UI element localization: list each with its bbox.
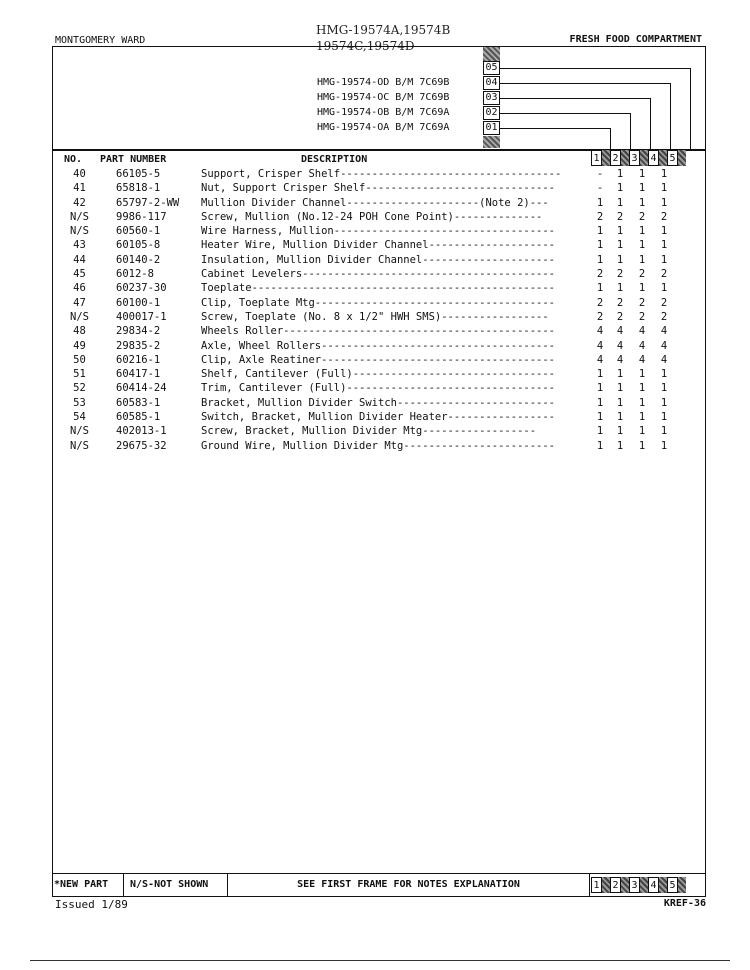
row-description: Support, Crisper Shelf----------------------------------- xyxy=(201,168,562,180)
row-qty: 2 xyxy=(616,268,624,281)
qty-col-shade xyxy=(678,877,686,893)
row-no: N/S xyxy=(70,310,89,323)
row-qty: 1 xyxy=(596,368,604,381)
row-description: Bracket, Mullion Divider Switch------------------------- xyxy=(201,396,556,409)
row-qty: 1 xyxy=(596,282,604,295)
row-qty: 4 xyxy=(596,339,604,352)
qty-col-shade xyxy=(602,150,610,166)
row-description: Axle, Wheel Rollers------------------------------------- xyxy=(201,339,556,352)
leader-line xyxy=(500,68,690,69)
row-part-number: 60237-30 xyxy=(116,282,167,295)
row-no: N/S xyxy=(70,425,89,438)
row-qty: 2 xyxy=(660,268,668,281)
row-qty: 1 xyxy=(616,411,624,424)
row-description: Screw, Mullion (No.12-24 POH Cone Point)-------------- xyxy=(201,210,543,223)
variant-code: 04 xyxy=(483,76,500,90)
row-description: Wire Harness, Mullion----------------------------------- xyxy=(201,225,556,238)
footer-bar xyxy=(52,873,706,897)
row-description: Switch, Bracket, Mullion Divider Heater----------------- xyxy=(201,411,556,424)
row-part-number: 29834-2 xyxy=(116,325,161,338)
qty-col-header: 4 xyxy=(648,150,659,166)
issued-date: Issued 1/89 xyxy=(55,898,128,911)
row-qty: 2 xyxy=(616,310,624,323)
row-description: Nut, Support Crisper Shelf------------------------------ xyxy=(201,182,556,195)
row-qty: 1 xyxy=(616,182,624,195)
row-no: N/S xyxy=(70,210,89,223)
row-qty: 1 xyxy=(638,239,646,252)
row-qty: - xyxy=(596,168,604,180)
row-no: N/S xyxy=(70,439,89,452)
row-description: Screw, Toeplate (No. 8 x 1/2" HWH SMS)----------------- xyxy=(201,310,549,323)
variant-label: HMG-19574-OC B/M 7C69B xyxy=(317,92,450,103)
row-qty: 1 xyxy=(660,168,668,180)
row-qty: 1 xyxy=(638,282,646,295)
row-description: Toeplate------------------------------------------------ xyxy=(201,282,556,295)
row-qty: 2 xyxy=(638,268,646,281)
qty-col-shade xyxy=(602,877,610,893)
row-qty: 1 xyxy=(616,168,624,180)
row-description: Ground Wire, Mullion Divider Mtg------------------------ xyxy=(201,439,556,452)
qty-col-shade xyxy=(640,150,648,166)
table-row xyxy=(52,239,706,253)
row-no: 54 xyxy=(73,411,86,424)
row-qty: 1 xyxy=(638,196,646,209)
row-description: Trim, Cantilever (Full)--------------------------------- xyxy=(201,382,556,395)
qty-col-shade xyxy=(659,150,667,166)
qty-col-header: 3 xyxy=(629,877,640,893)
footer-notes: SEE FIRST FRAME FOR NOTES EXPLANATION xyxy=(228,874,590,897)
variant-bottom-shade xyxy=(483,136,500,148)
row-qty: 1 xyxy=(616,239,624,252)
row-qty: 2 xyxy=(596,268,604,281)
row-qty: 2 xyxy=(660,210,668,223)
parts-table xyxy=(52,168,706,454)
row-part-number: 29835-2 xyxy=(116,339,161,352)
qty-col-header: 2 xyxy=(610,150,621,166)
row-description: Clip, Axle Reatiner------------------------------------- xyxy=(201,353,556,366)
row-part-number: 60140-2 xyxy=(116,253,161,266)
row-qty: 1 xyxy=(616,225,624,238)
leader-line xyxy=(690,68,691,150)
row-qty: 1 xyxy=(660,253,668,266)
row-qty: 2 xyxy=(638,296,646,309)
variant-code: 03 xyxy=(483,91,500,105)
table-row xyxy=(52,382,706,396)
row-qty: 1 xyxy=(660,382,668,395)
row-part-number: 60105-8 xyxy=(116,239,161,252)
row-no: N/S xyxy=(70,225,89,238)
row-qty: 2 xyxy=(638,310,646,323)
row-no: 50 xyxy=(73,353,86,366)
row-qty: 1 xyxy=(638,368,646,381)
qty-col-header: 5 xyxy=(667,150,678,166)
row-qty: 1 xyxy=(596,396,604,409)
variant-top-code: 05 xyxy=(483,61,500,75)
table-row xyxy=(52,397,706,411)
row-qty: 1 xyxy=(616,282,624,295)
row-no: 47 xyxy=(73,296,86,309)
table-row xyxy=(52,282,706,296)
row-no: 45 xyxy=(73,268,86,281)
row-part-number: 60585-1 xyxy=(116,411,161,424)
table-row xyxy=(52,325,706,339)
row-part-number: 65818-1 xyxy=(116,182,161,195)
row-no: 52 xyxy=(73,382,86,395)
column-header-part-number: PART NUMBER xyxy=(100,154,167,165)
row-qty: 2 xyxy=(638,210,646,223)
row-no: 49 xyxy=(73,339,86,352)
footer-qty-columns xyxy=(591,877,705,894)
row-qty: 4 xyxy=(596,325,604,338)
row-qty: 1 xyxy=(596,253,604,266)
row-qty: 1 xyxy=(660,411,668,424)
leader-line xyxy=(500,113,630,114)
leader-line xyxy=(630,113,631,150)
footer-new-part: *NEW PART xyxy=(52,874,124,897)
row-qty: - xyxy=(596,182,604,195)
row-part-number: 402013-1 xyxy=(116,425,167,438)
table-row xyxy=(52,440,706,454)
row-qty: 1 xyxy=(660,425,668,438)
brand-label: MONTGOMERY WARD xyxy=(55,35,146,46)
table-row xyxy=(52,254,706,268)
table-row xyxy=(52,297,706,311)
row-qty: 1 xyxy=(616,425,624,438)
row-qty: 1 xyxy=(638,382,646,395)
row-description: Insulation, Mullion Divider Channel--------------------- xyxy=(201,253,556,266)
row-qty: 1 xyxy=(596,425,604,438)
qty-col-header: 1 xyxy=(591,150,602,166)
row-part-number: 60100-1 xyxy=(116,296,161,309)
row-description: Cabinet Levelers---------------------------------------- xyxy=(201,268,556,281)
variant-top-shade xyxy=(483,47,500,61)
qty-col-shade xyxy=(659,877,667,893)
row-description: Wheels Roller------------------------------------------- xyxy=(201,325,556,338)
row-qty: 1 xyxy=(616,396,624,409)
row-qty: 4 xyxy=(596,353,604,366)
table-row xyxy=(52,225,706,239)
row-description: Screw, Bracket, Mullion Divider Mtg------------------ xyxy=(201,425,537,438)
row-qty: 4 xyxy=(660,325,668,338)
table-row xyxy=(52,168,706,182)
row-qty: 1 xyxy=(638,253,646,266)
variant-label: HMG-19574-OB B/M 7C69A xyxy=(317,107,450,118)
leader-line xyxy=(500,98,650,99)
row-no: 44 xyxy=(73,253,86,266)
row-qty: 1 xyxy=(616,253,624,266)
table-row xyxy=(52,311,706,325)
row-no: 53 xyxy=(73,396,86,409)
compartment-title: FRESH FOOD COMPARTMENT xyxy=(569,34,702,45)
row-description: Shelf, Cantilever (Full)-------------------------------- xyxy=(201,368,556,381)
row-qty: 2 xyxy=(596,210,604,223)
leader-line xyxy=(500,128,610,129)
row-qty: 1 xyxy=(638,182,646,195)
qty-col-header: 4 xyxy=(648,877,659,893)
row-part-number: 60560-1 xyxy=(116,225,161,238)
row-qty: 1 xyxy=(660,368,668,381)
column-header-no: NO. xyxy=(64,154,83,165)
row-qty: 1 xyxy=(638,168,646,180)
row-no: 48 xyxy=(73,325,86,338)
quantity-column-headers xyxy=(591,150,705,167)
row-qty: 4 xyxy=(616,325,624,338)
footer-not-shown: N/S-NOT SHOWN xyxy=(124,874,228,897)
leader-line xyxy=(670,83,671,150)
column-header-description: DESCRIPTION xyxy=(301,154,368,165)
row-part-number: 66105-5 xyxy=(116,168,161,180)
row-qty: 1 xyxy=(638,396,646,409)
row-qty: 1 xyxy=(638,425,646,438)
row-qty: 1 xyxy=(596,439,604,452)
row-qty: 1 xyxy=(596,196,604,209)
row-qty: 1 xyxy=(616,439,624,452)
row-qty: 1 xyxy=(596,239,604,252)
row-qty: 1 xyxy=(660,182,668,195)
variant-label: HMG-19574-OA B/M 7C69A xyxy=(317,122,450,133)
row-qty: 1 xyxy=(616,196,624,209)
qty-col-header: 5 xyxy=(667,877,678,893)
row-qty: 2 xyxy=(596,310,604,323)
row-qty: 2 xyxy=(660,296,668,309)
row-part-number: 400017-1 xyxy=(116,310,167,323)
row-part-number: 60216-1 xyxy=(116,353,161,366)
table-row xyxy=(52,268,706,282)
row-description: Clip, Toeplate Mtg-------------------------------------- xyxy=(201,296,556,309)
qty-col-shade xyxy=(678,150,686,166)
model-numbers-line2: 19574C,19574D xyxy=(316,39,415,53)
row-part-number: 6012-8 xyxy=(116,268,154,281)
page-reference: KREF-36 xyxy=(663,898,706,909)
qty-col-shade xyxy=(640,877,648,893)
table-row xyxy=(52,340,706,354)
table-row xyxy=(52,368,706,382)
model-numbers-line1: HMG-19574A,19574B xyxy=(316,23,451,37)
qty-col-header: 3 xyxy=(629,150,640,166)
row-qty: 4 xyxy=(616,353,624,366)
row-part-number: 60417-1 xyxy=(116,368,161,381)
row-no: 46 xyxy=(73,282,86,295)
row-qty: 1 xyxy=(616,368,624,381)
leader-line xyxy=(650,98,651,150)
row-qty: 1 xyxy=(596,382,604,395)
row-qty: 1 xyxy=(638,411,646,424)
row-qty: 2 xyxy=(616,210,624,223)
qty-col-shade xyxy=(621,877,629,893)
row-qty: 1 xyxy=(616,382,624,395)
row-qty: 1 xyxy=(660,239,668,252)
row-qty: 1 xyxy=(638,225,646,238)
qty-col-header: 1 xyxy=(591,877,602,893)
row-qty: 4 xyxy=(638,339,646,352)
row-qty: 4 xyxy=(638,325,646,338)
table-row xyxy=(52,411,706,425)
variant-label: HMG-19574-OD B/M 7C69B xyxy=(317,77,450,88)
row-no: 51 xyxy=(73,368,86,381)
row-qty: 4 xyxy=(616,339,624,352)
row-qty: 4 xyxy=(638,353,646,366)
table-row xyxy=(52,197,706,211)
row-qty: 1 xyxy=(660,396,668,409)
row-qty: 1 xyxy=(596,411,604,424)
row-part-number: 29675-32 xyxy=(116,439,167,452)
row-qty: 2 xyxy=(596,296,604,309)
row-part-number: 60583-1 xyxy=(116,396,161,409)
row-qty: 4 xyxy=(660,353,668,366)
leader-line xyxy=(610,128,611,150)
row-qty: 2 xyxy=(660,310,668,323)
row-no: 41 xyxy=(73,182,86,195)
table-row xyxy=(52,211,706,225)
table-row xyxy=(52,182,706,196)
qty-col-header: 2 xyxy=(610,877,621,893)
row-part-number: 65797-2-WW xyxy=(116,196,180,209)
row-qty: 1 xyxy=(638,439,646,452)
row-part-number: 60414-24 xyxy=(116,382,167,395)
row-description: Mullion Divider Channel---------------------(Note 2)--- xyxy=(201,196,549,209)
row-no: 42 xyxy=(73,196,86,209)
table-row xyxy=(52,354,706,368)
row-description: Heater Wire, Mullion Divider Channel-------------------- xyxy=(201,239,556,252)
row-qty: 1 xyxy=(660,225,668,238)
row-qty: 1 xyxy=(596,225,604,238)
row-qty: 1 xyxy=(660,282,668,295)
table-row xyxy=(52,425,706,439)
row-qty: 1 xyxy=(660,196,668,209)
row-qty: 1 xyxy=(660,439,668,452)
row-no: 40 xyxy=(73,168,86,180)
row-qty: 2 xyxy=(616,296,624,309)
leader-line xyxy=(500,83,670,84)
variant-code: 02 xyxy=(483,106,500,120)
row-qty: 4 xyxy=(660,339,668,352)
variant-code: 01 xyxy=(483,121,500,135)
row-no: 43 xyxy=(73,239,86,252)
row-part-number: 9986-117 xyxy=(116,210,167,223)
bottom-rule xyxy=(30,960,730,961)
qty-col-shade xyxy=(621,150,629,166)
